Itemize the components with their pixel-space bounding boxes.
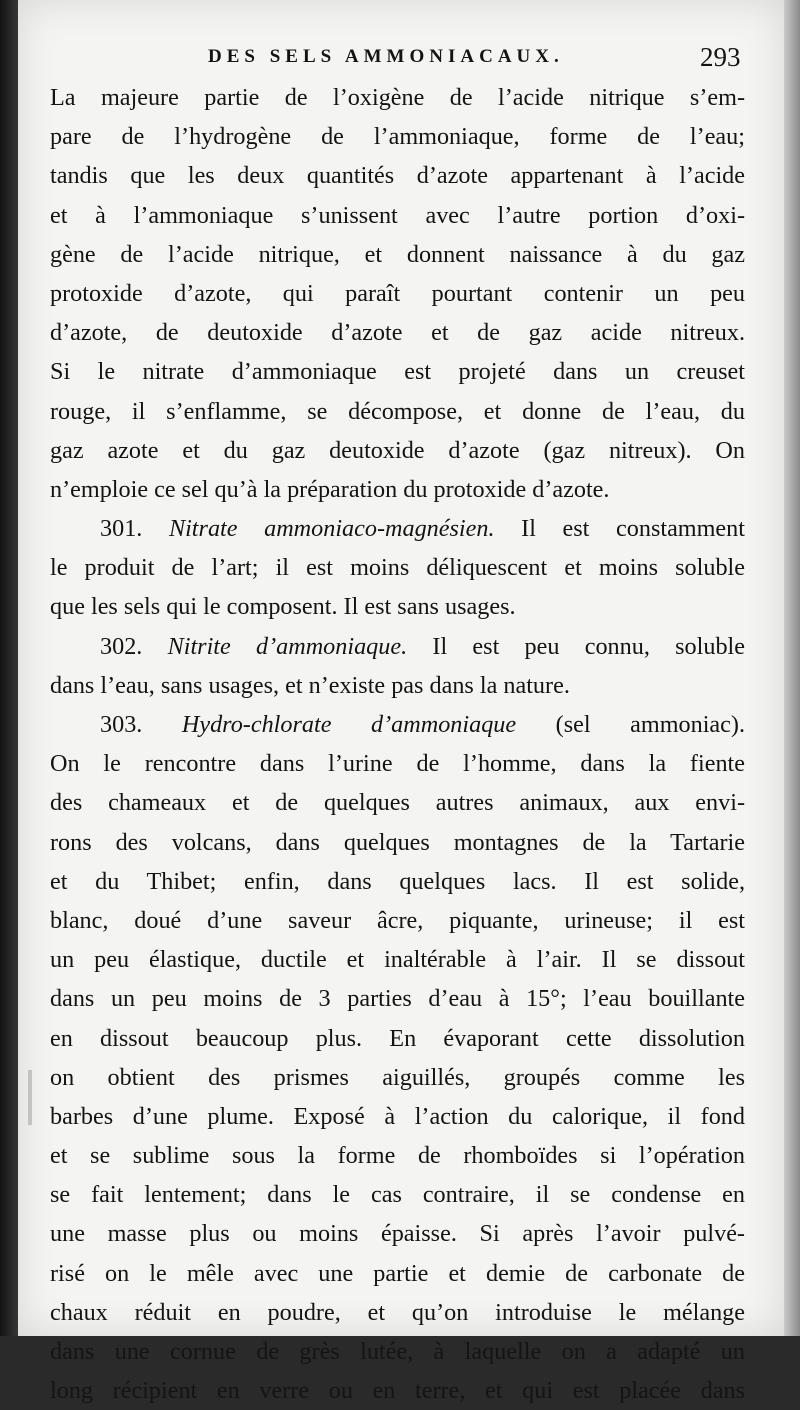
text-run: blanc, doué d’une saveur âcre, piquante, urineuse; il est [50,906,745,934]
text-run: et du Thibet; enfin, dans quelques lacs. Il est solide, [50,867,745,895]
text-run: n’emploie ce sel qu’à la préparation du protoxide d’azote. [50,475,610,503]
entry-heading-italic: Nitrate ammoniaco-magnésien. [168,515,495,543]
text-run: Il est peu connu, soluble [407,632,746,660]
text-line [50,274,745,313]
text-run: On le rencontre dans l’urine de l’homme, dans la fiente [50,750,745,778]
text-run: gène de l’acide nitrique, et donnent naissance à du gaz [50,240,745,268]
text-line [50,1058,745,1097]
text-line [50,235,745,274]
text-line [50,431,745,470]
text-run: rons des volcans, dans quelques montagnes de la Tartarie [50,828,745,856]
text-run: se fait lentement; dans le cas contraire, il se condense en [50,1181,745,1209]
text-line [50,1214,745,1253]
text-line [50,156,745,195]
text-run: gaz azote et du gaz deutoxide d’azote (gaz nitreux). On [50,436,745,464]
text-run: 302. [100,632,168,660]
text-line [50,117,745,156]
pencil-mark [28,1070,32,1125]
text-run: Il est constamment [494,515,745,543]
page-number: 293 [700,42,741,72]
text-run: un peu élastique, ductile et inaltérable à l’air. Il se dissout [50,946,745,974]
text-line [50,1019,745,1058]
text-line [50,1254,745,1293]
text-run: une masse plus ou moins épaisse. Si après l’avoir pulvé- [50,1220,745,1248]
text-run: et à l’ammoniaque s’unissent avec l’autre portion d’oxi- [50,201,745,229]
entry-heading-italic: Hydro-chlorate d’ammoniaque [181,711,517,738]
text-line [50,862,745,901]
text-run: (sel ammoniac). [516,711,746,738]
text-run: que les sels qui le composent. Il est sans usages. [50,593,516,621]
text-line [50,979,745,1018]
text-run: dans une cornue de grès lutée, à laquelle on a adapté un [50,1338,745,1365]
text-run: rouge, il s’enflamme, se décompose, et donne de l’eau, du [50,397,745,425]
running-head [18,42,784,76]
text-run: dans l’eau, sans usages, et n’existe pas dans la nature. [50,671,570,699]
text-line [50,1136,745,1175]
text-line [50,587,745,626]
text-line [50,1371,745,1410]
text-line [50,783,745,822]
text-line [50,901,745,940]
text-run: risé on le mêle avec une partie et demie de carbonate de [50,1259,745,1287]
text-line [50,1097,745,1136]
text-line [50,470,745,509]
text-run: des chameaux et de quelques autres animaux, aux envi- [50,789,745,817]
text-run: et se sublime sous la forme de rhomboïdes si l’opération [50,1142,745,1170]
text-line [50,392,745,431]
text-line [50,509,745,548]
text-run: le produit de l’art; il est moins déliquescent et moins soluble [50,554,745,582]
text-line [50,1175,745,1214]
text-run: 301. [100,515,169,543]
text-run: 303. [100,711,182,738]
text-line [50,313,745,352]
text-run: pare de l’hydrogène de l’ammoniaque, forme de l’eau; [50,123,745,151]
running-title: DES SELS AMMONIACAUX. [208,46,564,67]
entry-heading-italic: Nitrite d’ammoniaque. [167,632,408,660]
scan-margin-left [0,0,20,1336]
text-line [50,940,745,979]
text-run: barbes d’une plume. Exposé à l’action du calorique, il fond [50,1102,745,1130]
text-line [50,196,745,235]
body-text [50,78,745,1410]
text-line [50,1332,745,1371]
text-line [50,666,745,705]
text-run: chaux réduit en poudre, et qu’on introduise le mélange [50,1298,745,1326]
text-line [50,744,745,783]
text-line [50,1293,745,1332]
text-run: on obtient des prismes aiguillés, groupés comme les [50,1063,745,1091]
text-line [50,352,745,391]
text-run: La majeure partie de l’oxigène de l’acide nitrique s’em- [50,84,745,111]
text-line [50,548,745,587]
text-line [50,823,745,862]
text-line [50,627,745,666]
text-run: long récipient en verre ou en terre, et qui est placée dans [50,1377,745,1405]
text-line [50,78,745,117]
book-page [18,0,784,1405]
text-run: tandis que les deux quantités d’azote appartenant à l’acide [50,162,745,190]
text-run: d’azote, de deutoxide d’azote et de gaz acide nitreux. [50,319,745,347]
text-run: dans un peu moins de 3 parties d’eau à 15°; l’eau bouillante [50,985,745,1013]
text-run: protoxide d’azote, qui paraît pourtant contenir un peu [50,279,745,307]
text-run: en dissout beaucoup plus. En évaporant cette dissolution [50,1024,745,1052]
text-line [50,705,745,744]
text-run: Si le nitrate d’ammoniaque est projeté dans un creuset [50,358,745,386]
